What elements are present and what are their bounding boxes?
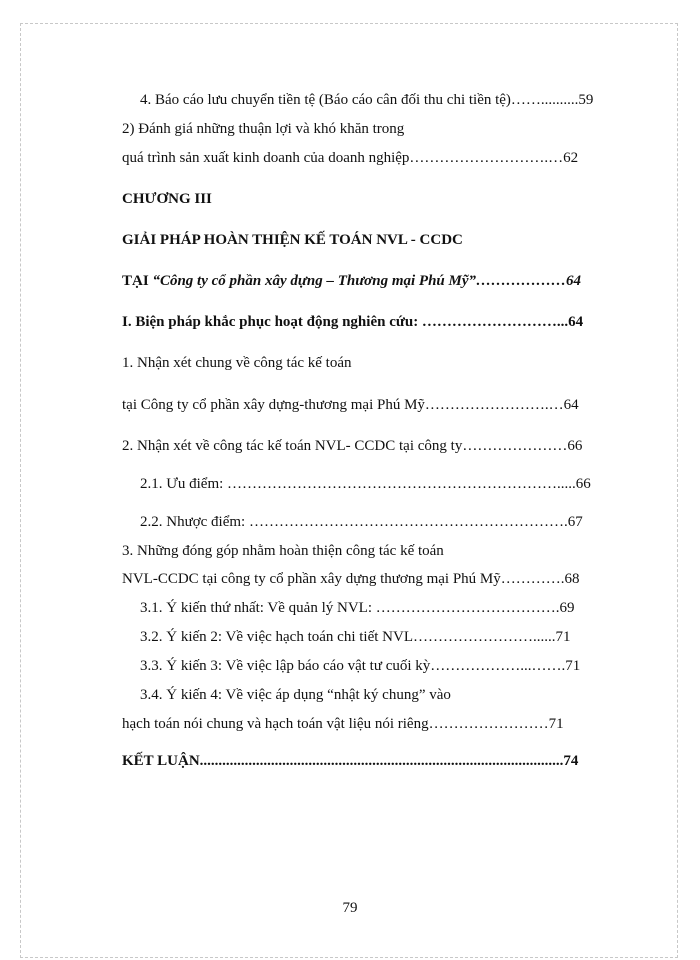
toc-section-I: I. Biện pháp khắc phục hoạt động nghiên cứu: ………………………...64 [122, 314, 584, 330]
chapter-heading: CHƯƠNG III [122, 191, 212, 207]
toc-item-1-line1: 1. Nhận xét chung về công tác kế toán [122, 355, 352, 371]
toc-item-4-report: 4. Báo cáo lưu chuyển tiền tệ (Báo cáo cân đối thu chi tiền tệ)……..........59 [140, 92, 594, 108]
toc-item-3-4-line1: 3.4. Ý kiến 4: Về việc áp dụng “nhật ký chung” vào [140, 687, 451, 703]
toc-item-2-1: 2.1. Ưu điểm: ………………………………………………………….....66 [140, 476, 591, 492]
toc-item-3-1: 3.1. Ý kiến thứ nhất: Về quản lý NVL: ……………………………….69 [140, 600, 575, 616]
toc-item-2-2: 2.2. Nhược điểm: ……………………………………………………….67 [140, 514, 583, 530]
chapter-subtitle: TẠI “Công ty cổ phần xây dựng – Thương mại Phú Mỹ”………………64 [122, 273, 581, 289]
chapter-title: GIẢI PHÁP HOÀN THIỆN KẾ TOÁN NVL - CCDC [122, 232, 463, 248]
toc-conclusion: KẾT LUẬN.................................................................................................74 [122, 753, 579, 769]
toc-item-2-eval-line2: quá trình sản xuất kinh doanh của doanh nghiệp……………………….…62 [122, 150, 579, 166]
toc-item-2-eval-line1: 2) Đánh giá những thuận lợi và khó khăn trong [122, 121, 405, 137]
toc-item-2: 2. Nhận xét về công tác kế toán NVL- CCDC tại công ty…………………66 [122, 438, 583, 454]
chapter-subtitle-company: “Công ty cổ phần xây dựng – Thương mại Phú Mỹ”………………64 [152, 273, 581, 289]
page-number: 79 [342, 900, 358, 916]
toc-item-3-line1: 3. Những đóng góp nhằm hoàn thiện công tác kế toán [122, 543, 444, 559]
toc-item-3-4-line2: hạch toán nói chung và hạch toán vật liệu nói riêng……………………71 [122, 716, 564, 732]
toc-item-3-line2: NVL-CCDC tại công ty cổ phần xây dựng thương mại Phú Mỹ………….68 [122, 571, 580, 587]
toc-item-3-3: 3.3. Ý kiến 3: Về việc lập báo cáo vật tư cuối kỳ………………...…….71 [140, 658, 581, 674]
toc-item-1-line2: tại Công ty cổ phần xây dựng-thương mại Phú Mỹ…………………….…64 [122, 397, 579, 413]
toc-item-3-2: 3.2. Ý kiến 2: Về việc hạch toán chi tiết NVL……………………......71 [140, 629, 571, 645]
